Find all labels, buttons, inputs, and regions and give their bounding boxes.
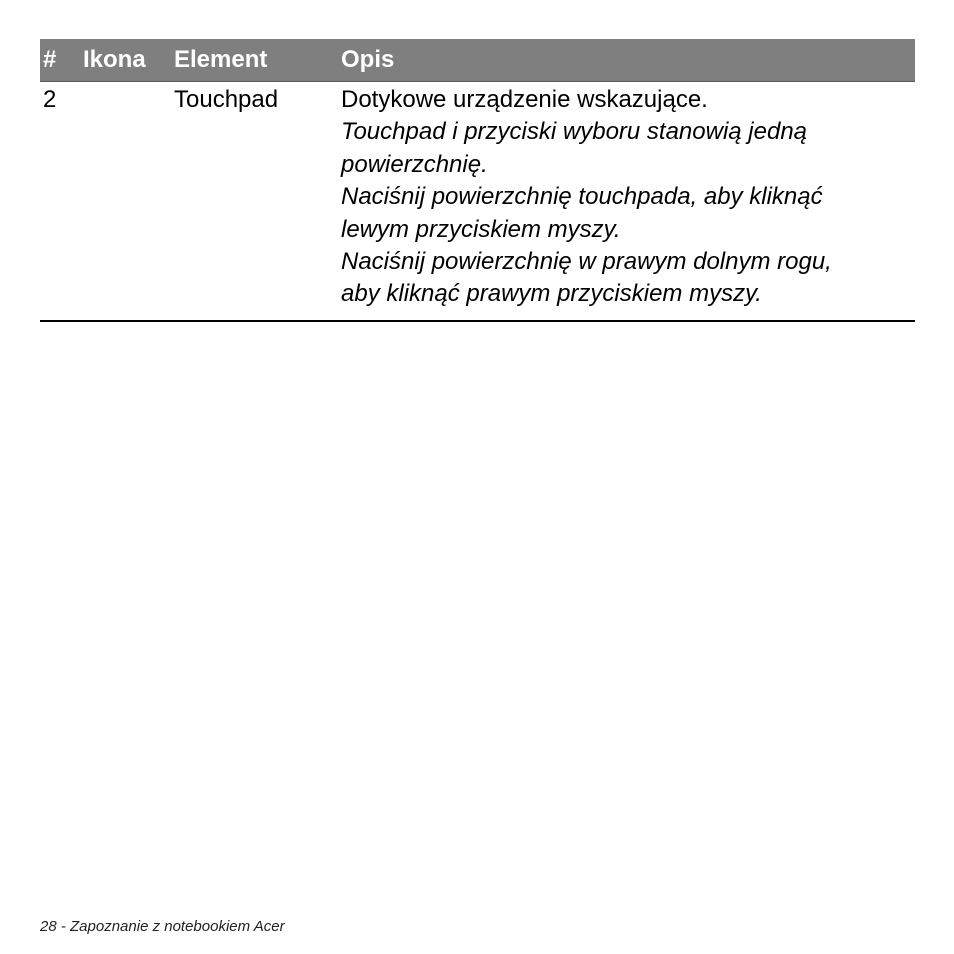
description-line: Naciśnij powierzchnię w prawym dolnym rogu, <box>341 248 832 276</box>
component-table <box>40 39 915 322</box>
header-element: Element <box>174 46 268 73</box>
table-header <box>40 39 915 82</box>
description-line: powierzchnię. <box>341 150 488 178</box>
description-line: Dotykowe urządzenie wskazujące. <box>341 86 708 113</box>
header-description: Opis <box>341 46 395 73</box>
table-row <box>40 82 915 322</box>
row-number: 2 <box>43 86 57 113</box>
row-description <box>341 84 832 311</box>
header-number: # <box>43 46 57 73</box>
header-icon: Ikona <box>83 46 146 73</box>
page-footer: 28 - Zapoznanie z notebookiem Acer <box>40 918 285 935</box>
description-line: Touchpad i przyciski wyboru stanowią jedną <box>341 118 808 146</box>
row-element: Touchpad <box>174 86 279 113</box>
description-line: aby kliknąć prawym przyciskiem myszy. <box>341 280 762 308</box>
description-line: lewym przyciskiem myszy. <box>341 215 621 243</box>
description-line: Naciśnij powierzchnię touchpada, aby kliknąć <box>341 183 823 211</box>
